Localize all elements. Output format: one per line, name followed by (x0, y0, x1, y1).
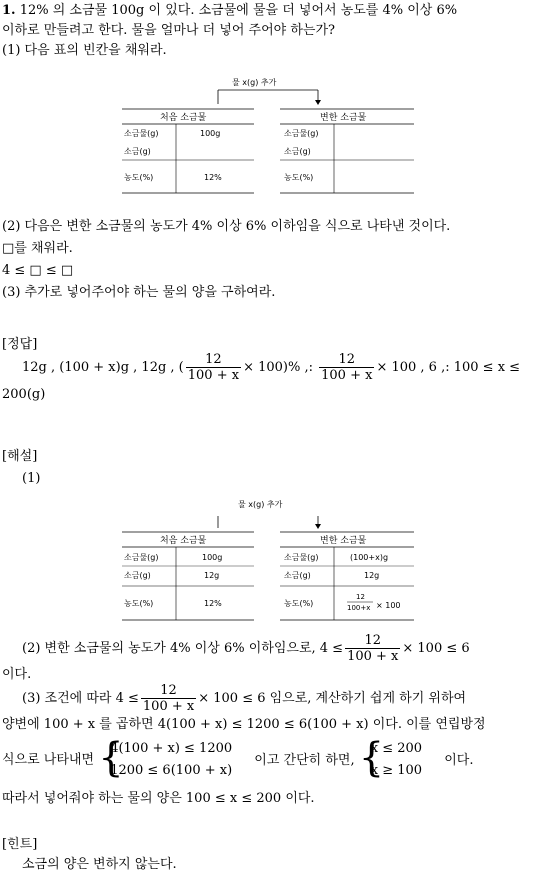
solution-step-3-line-2: 양변에 100 + x 를 곱하면 4(100 + x) ≤ 1200 ≤ 6(100 + x) 이다. 이를 연립방정 (2, 717, 486, 732)
hint-heading: [힌트] (2, 837, 38, 852)
answer-fraction-1 (186, 352, 241, 383)
solution-s2-post: × 100 ≤ 6 (402, 641, 470, 656)
question-2-inequality: 4 ≤ □ ≤ □ (2, 263, 74, 278)
answer-frac2-num: 12 (319, 352, 374, 368)
t2-right-label-0: 소금물(g) (284, 553, 319, 562)
answer-part-c: × 100 , 6 ,: 100 ≤ x ≤ (376, 360, 521, 375)
t2-right-frac-num: 12 (356, 593, 365, 601)
problem-line-2: 이하로 만들려고 한다. 물을 얼마나 더 넣어 주어야 하는가? (2, 23, 335, 38)
t1-left-label-1: 소금(g) (124, 147, 151, 156)
answer-line-2: 200(g) (2, 387, 46, 402)
t2-right-frac-tail: × 100 (376, 601, 401, 610)
t1-right-label-1: 소금(g) (284, 147, 311, 156)
t1-left-label-0: 소금물(g) (124, 129, 159, 138)
t2-right-value-1: 12g (364, 571, 380, 580)
solution-s3-post: × 100 ≤ 6 임으로, 계산하기 쉽게 하기 위하여 (198, 691, 467, 706)
table-1-right-header: 변한 소금물 (320, 113, 367, 123)
arrow-down-icon (315, 524, 321, 529)
t2-right-value-0: (100+x)g (350, 553, 389, 562)
equation-system-2 (358, 735, 423, 782)
answer-fraction-2 (319, 352, 374, 383)
problem-line-1 (2, 2, 457, 20)
t2-left-label-2: 농도(%) (124, 599, 154, 608)
t2-right-label-1: 소금(g) (284, 571, 311, 580)
solution-s3-line3-pre: 식으로 나타내면 (2, 752, 95, 768)
solution-heading: [해설] (2, 449, 38, 464)
question-3: (3) 추가로 넣어주어야 하는 물의 양을 구하여라. (2, 285, 276, 300)
table-2-right-header: 변한 소금물 (320, 536, 367, 546)
table-1-left-header: 처음 소금물 (160, 113, 207, 123)
solution-step-1: (1) (22, 471, 41, 486)
solution-s3-frac-num: 12 (141, 683, 196, 699)
answer-frac2-den: 100 + x (321, 368, 373, 383)
system1-row-1: 4(100 + x) ≤ 1200 (110, 741, 233, 756)
solution-s2-frac-den: 100 + x (347, 649, 399, 664)
t1-left-label-2: 농도(%) (124, 173, 154, 182)
solution-step-3-line-4: 따라서 넣어줘야 하는 물의 양은 100 ≤ x ≤ 200 이다. (2, 791, 315, 806)
t2-right-label-2: 농도(%) (284, 599, 314, 608)
answer-frac1-den: 100 + x (187, 368, 240, 383)
problem-text-1: 12% 의 소금물 100g 이 있다. 소금물에 물을 더 넣어서 농도를 4% 이상 6% (19, 3, 458, 18)
solution-s3-line3-post: 이다. (444, 752, 474, 768)
solution-step-3-line-3 (2, 735, 474, 783)
t1-left-value-0: 100g (200, 129, 221, 138)
solution-s3-fraction (141, 683, 196, 714)
solution-step-2-line-2: 이다. (2, 667, 32, 682)
answer-part-a: 12g , (100 + x)g , 12g , ( (22, 360, 184, 375)
table-2-left-header: 처음 소금물 (160, 536, 207, 546)
answer-part-b: × 100)% ,: (243, 360, 318, 375)
solution-step-3 (22, 682, 466, 716)
solution-s3-frac-den: 100 + x (142, 699, 195, 714)
solution-s2-pre: (2) 변한 소금물의 농도가 4% 이상 6% 이하임으로, 4 ≤ (22, 641, 344, 656)
arrow-down-icon (315, 100, 321, 105)
t2-left-label-0: 소금물(g) (124, 553, 159, 562)
t1-left-value-2: 12% (204, 173, 222, 182)
brace-icon: { (98, 735, 124, 781)
solution-step-2 (22, 632, 470, 666)
t1-right-label-0: 소금물(g) (284, 129, 319, 138)
answer-frac1-num: 12 (186, 352, 241, 368)
table-2-svg (120, 498, 430, 628)
t2-right-frac-den: 100+x (347, 604, 371, 612)
question-2-line-2: □를 채워라. (2, 241, 73, 256)
system2-row-1: x ≤ 200 (370, 741, 423, 756)
solution-s2-frac-num: 12 (345, 633, 400, 649)
system2-row-2: x ≥ 100 (370, 763, 423, 778)
table-2-arrow-label: 물 x(g) 추가 (238, 500, 283, 509)
t2-left-label-1: 소금(g) (124, 571, 151, 580)
solution-s2-fraction (345, 633, 400, 664)
problem-number: 1. (2, 3, 16, 18)
t2-left-value-0: 100g (202, 553, 223, 562)
t1-right-label-2: 농도(%) (284, 173, 314, 182)
equation-system-1 (98, 735, 233, 782)
table-1-diagram (120, 76, 430, 210)
question-2-line-1: (2) 다음은 변한 소금물의 농도가 4% 이상 6% 이하임을 식으로 나타낸 것이다. (2, 219, 451, 234)
question-1: (1) 다음 표의 빈칸을 채워라. (2, 43, 167, 58)
answer-heading: [정답] (2, 337, 38, 352)
brace-icon: { (358, 735, 385, 781)
hint-text: 소금의 양은 변하지 않는다. (22, 857, 177, 872)
solution-s3-pre: (3) 조건에 따라 4 ≤ (22, 691, 139, 706)
system1-row-2: 1200 ≤ 6(100 + x) (110, 763, 233, 778)
t2-left-value-1: 12g (204, 571, 220, 580)
table-1-arrow-label: 물 x(g) 추가 (232, 78, 277, 87)
solution-s3-line3-mid: 이고 간단히 하면, (254, 752, 355, 768)
t2-left-value-2: 12% (204, 599, 222, 608)
table-2-diagram (120, 498, 430, 632)
answer-line-1 (22, 352, 520, 384)
table-1-svg (120, 76, 430, 206)
